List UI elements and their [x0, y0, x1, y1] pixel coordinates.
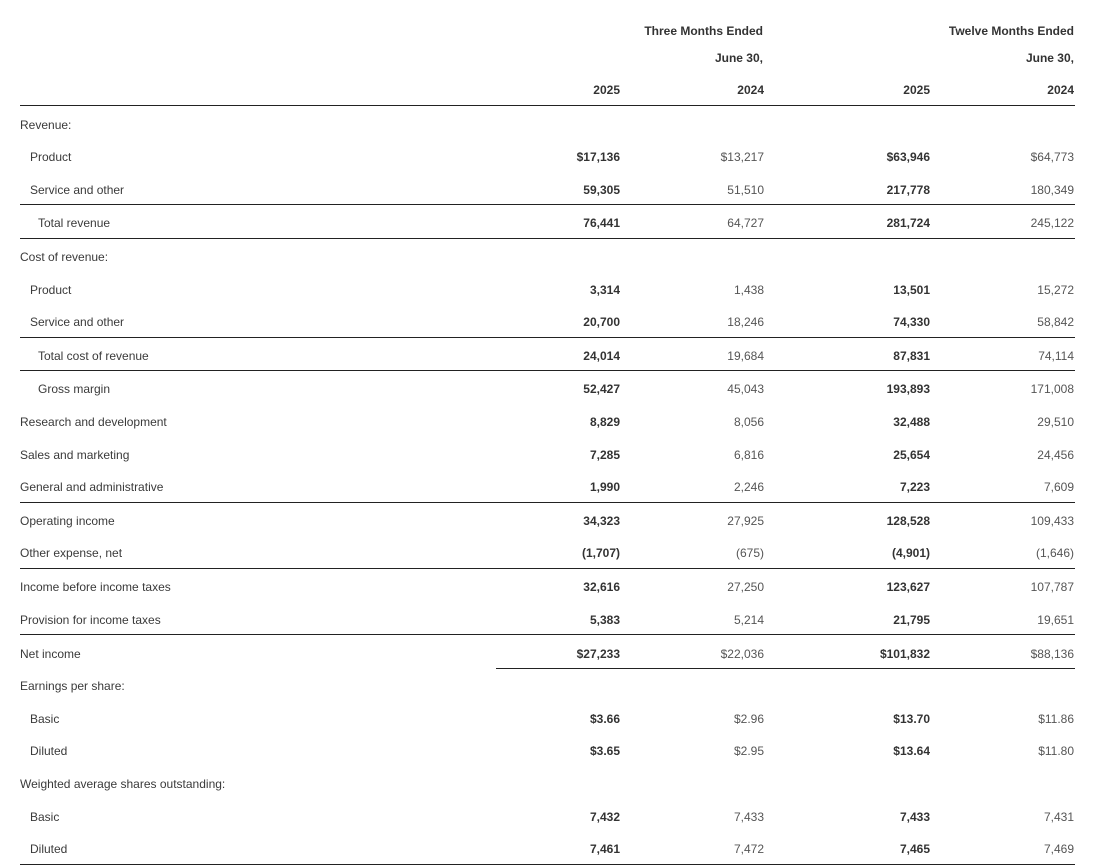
bottom-rule	[20, 864, 1075, 865]
table-row-gross-margin	[0, 372, 1103, 405]
table-row-provision-taxes	[0, 603, 1103, 636]
year-header-q-2025: 2025	[593, 83, 620, 97]
cell-fy-2024: $11.80	[1038, 743, 1074, 758]
cell-fy-2024: 180,349	[1030, 182, 1074, 197]
table-row-shares-section	[0, 767, 1103, 800]
table-row-eps-section	[0, 669, 1103, 702]
cell-fy-2024: 109,433	[1030, 513, 1074, 528]
cell-fy-2024: 24,456	[1037, 447, 1074, 462]
row-label: Sales and marketing	[20, 447, 130, 462]
row-label: Service and other	[30, 182, 125, 197]
cell-fy-2025: 7,465	[899, 841, 930, 856]
row-rule	[20, 370, 1075, 371]
row-label: Revenue:	[20, 117, 72, 132]
cell-q-2024: 27,925	[727, 513, 764, 528]
cell-fy-2025: 25,654	[893, 447, 930, 462]
row-label: Total cost of revenue	[38, 348, 149, 363]
cell-q-2025: $27,233	[576, 646, 620, 661]
cell-q-2025: 52,427	[583, 381, 620, 396]
cell-q-2025: 7,285	[589, 447, 620, 462]
cell-fy-2024: 245,122	[1030, 215, 1074, 230]
table-row-eps-diluted	[0, 734, 1103, 767]
row-label: Diluted	[30, 841, 68, 856]
cell-q-2024: 19,684	[727, 348, 764, 363]
cell-fy-2024: 19,651	[1037, 612, 1074, 627]
cell-q-2025: $17,136	[576, 149, 620, 164]
twelve-months-ended-header: Twelve Months Ended	[948, 24, 1074, 38]
row-rule	[20, 204, 1075, 205]
table-row-cost-product	[0, 273, 1103, 306]
row-label: Product	[30, 149, 72, 164]
table-row-income-before-taxes	[0, 570, 1103, 603]
cell-q-2024: $2.96	[733, 711, 764, 726]
cell-fy-2024: 7,609	[1043, 479, 1074, 494]
cell-fy-2024: 58,842	[1037, 314, 1074, 329]
row-label: Earnings per share:	[20, 678, 125, 693]
cell-q-2024: (675)	[735, 545, 764, 560]
cell-fy-2024: 171,008	[1030, 381, 1074, 396]
cell-q-2024: 18,246	[727, 314, 764, 329]
cell-fy-2025: 193,893	[886, 381, 930, 396]
cell-fy-2025: 74,330	[893, 314, 930, 329]
cell-q-2025: 34,323	[583, 513, 620, 528]
cell-fy-2024: $11.86	[1038, 711, 1074, 726]
cell-q-2025: 7,432	[589, 809, 620, 824]
table-row-research-development	[0, 405, 1103, 438]
cell-q-2025: 76,441	[583, 215, 620, 230]
twelve-months-date-header: June 30,	[1025, 51, 1074, 65]
cell-fy-2025: 217,778	[886, 182, 930, 197]
row-label: Product	[30, 282, 72, 297]
cell-q-2024: 5,214	[733, 612, 764, 627]
cell-fy-2025: $101,832	[879, 646, 930, 661]
three-months-ended-header: Three Months Ended	[644, 24, 763, 38]
cell-fy-2024: $64,773	[1030, 149, 1074, 164]
cell-fy-2025: 7,433	[899, 809, 930, 824]
row-label: Research and development	[20, 414, 167, 429]
row-label: Basic	[30, 711, 60, 726]
row-label: Service and other	[30, 314, 125, 329]
cell-fy-2025: $13.64	[893, 743, 930, 758]
row-label: Weighted average shares outstanding:	[20, 776, 226, 791]
row-label: Operating income	[20, 513, 115, 528]
cell-fy-2025: 32,488	[893, 414, 930, 429]
table-row-cost-section	[0, 240, 1103, 273]
cell-fy-2024: 107,787	[1030, 579, 1074, 594]
cell-fy-2024: 15,272	[1037, 282, 1074, 297]
cell-fy-2024: $88,136	[1030, 646, 1074, 661]
cell-q-2024: 7,472	[733, 841, 764, 856]
row-label: Basic	[30, 809, 60, 824]
three-months-date-header: June 30,	[714, 51, 763, 65]
cell-q-2025: $3.66	[589, 711, 620, 726]
cell-q-2024: 8,056	[733, 414, 764, 429]
cell-q-2024: 6,816	[733, 447, 764, 462]
cell-q-2024: 1,438	[733, 282, 764, 297]
year-header-fy-2025: 2025	[903, 83, 930, 97]
cell-q-2025: 1,990	[589, 479, 620, 494]
cell-fy-2024: 7,431	[1043, 809, 1074, 824]
cell-q-2025: $3.65	[589, 743, 620, 758]
cell-fy-2025: 281,724	[886, 215, 930, 230]
cell-q-2024: 51,510	[727, 182, 764, 197]
row-rule	[20, 238, 1075, 239]
year-header-fy-2024: 2024	[1047, 83, 1074, 97]
cell-fy-2024: 74,114	[1038, 348, 1074, 363]
row-rule	[20, 502, 1075, 503]
cell-q-2024: 64,727	[727, 215, 764, 230]
cell-fy-2024: 7,469	[1043, 841, 1074, 856]
row-label: Other expense, net	[20, 545, 123, 560]
row-label: Total revenue	[38, 215, 111, 230]
table-row-total-revenue	[0, 206, 1103, 239]
table-row-revenue-product	[0, 140, 1103, 173]
table-row-other-expense	[0, 536, 1103, 569]
row-label: General and administrative	[20, 479, 164, 494]
cell-q-2025: 20,700	[583, 314, 620, 329]
table-row-shares-basic	[0, 800, 1103, 833]
table-row-revenue-service	[0, 173, 1103, 206]
cell-fy-2024: 29,510	[1037, 414, 1074, 429]
table-row-operating-income	[0, 504, 1103, 537]
row-label: Net income	[20, 646, 81, 661]
cell-q-2024: 7,433	[733, 809, 764, 824]
row-label: Income before income taxes	[20, 579, 171, 594]
cell-q-2025: 24,014	[583, 348, 620, 363]
cell-q-2024: 27,250	[727, 579, 764, 594]
cell-fy-2025: (4,901)	[891, 545, 930, 560]
cell-fy-2025: 128,528	[886, 513, 930, 528]
year-header-q-2024: 2024	[737, 83, 764, 97]
row-label: Provision for income taxes	[20, 612, 161, 627]
table-row-sales-marketing	[0, 438, 1103, 471]
cell-q-2024: $2.95	[733, 743, 764, 758]
cell-q-2025: (1,707)	[581, 545, 620, 560]
table-row-eps-basic	[0, 702, 1103, 735]
cell-fy-2025: $13.70	[893, 711, 930, 726]
cell-fy-2024: (1,646)	[1035, 545, 1074, 560]
cell-fy-2025: 87,831	[893, 348, 930, 363]
row-rule	[20, 337, 1075, 338]
cell-fy-2025: $63,946	[886, 149, 930, 164]
cell-q-2024: $13,217	[720, 149, 764, 164]
cell-q-2025: 7,461	[589, 841, 620, 856]
cell-q-2025: 59,305	[583, 182, 620, 197]
table-row-net-income	[0, 637, 1103, 670]
row-label: Gross margin	[38, 381, 111, 396]
cell-q-2024: 45,043	[727, 381, 764, 396]
row-rule	[20, 634, 1075, 635]
table-row-revenue-section	[0, 108, 1103, 141]
cell-fy-2025: 7,223	[899, 479, 930, 494]
cell-q-2024: $22,036	[720, 646, 764, 661]
table-row-total-cost	[0, 339, 1103, 372]
table-row-cost-service	[0, 305, 1103, 338]
cell-q-2025: 5,383	[589, 612, 620, 627]
cell-q-2025: 3,314	[589, 282, 620, 297]
cell-fy-2025: 21,795	[893, 612, 930, 627]
table-row-general-administrative	[0, 470, 1103, 503]
row-rule	[20, 568, 1075, 569]
cell-fy-2025: 123,627	[886, 579, 930, 594]
cell-q-2025: 32,616	[583, 579, 620, 594]
cell-fy-2025: 13,501	[893, 282, 930, 297]
header-rule	[20, 105, 1075, 106]
cell-q-2024: 2,246	[733, 479, 764, 494]
row-label: Cost of revenue:	[20, 249, 109, 264]
cell-q-2025: 8,829	[589, 414, 620, 429]
row-label: Diluted	[30, 743, 68, 758]
table-row-shares-diluted	[0, 832, 1103, 865]
